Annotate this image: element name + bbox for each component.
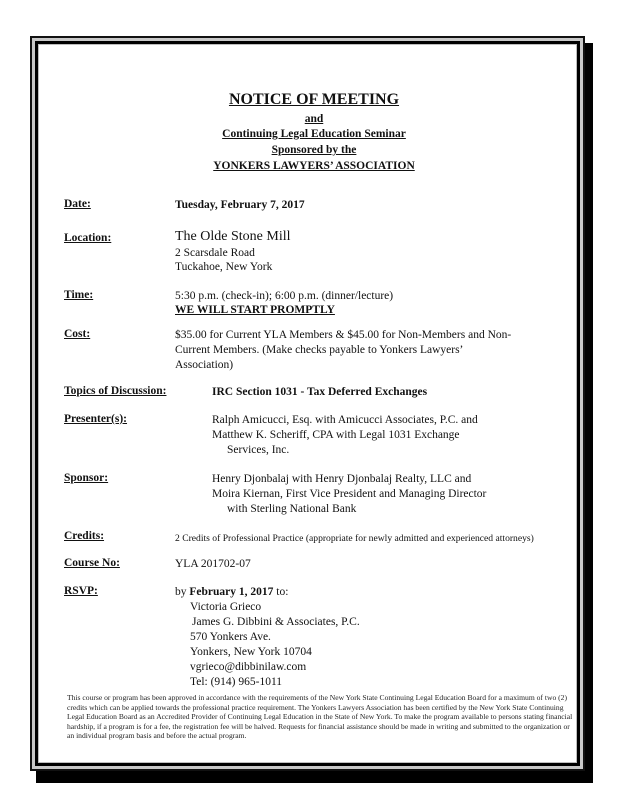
presenters-line-1: Ralph Amicucci, Esq. with Amicucci Associates, P.C. and bbox=[212, 414, 478, 426]
cost-line-3: Association) bbox=[175, 359, 234, 371]
location-label: Location: bbox=[64, 232, 112, 244]
title-text: NOTICE OF MEETING bbox=[228, 91, 400, 108]
time-value: 5:30 p.m. (check-in); 6:00 p.m. (dinner/lecture) bbox=[175, 290, 394, 302]
cost-label: Cost: bbox=[64, 328, 91, 340]
rsvp-city: Yonkers, New York 10704 bbox=[190, 646, 312, 658]
date-label: Date: bbox=[64, 198, 91, 210]
location-street: 2 Scarsdale Road bbox=[175, 247, 255, 259]
seminar-text: Continuing Legal Education Seminar bbox=[222, 128, 406, 140]
sponsored-by-text: Sponsored by the bbox=[271, 144, 357, 156]
rsvp-firm: James G. Dibbini & Associates, P.C. bbox=[192, 616, 360, 628]
header-seminar bbox=[64, 128, 564, 140]
rsvp-label: RSVP: bbox=[64, 585, 98, 597]
page-frame bbox=[30, 36, 585, 771]
time-label: Time: bbox=[64, 289, 94, 301]
rsvp-street: 570 Yonkers Ave. bbox=[190, 631, 271, 643]
rsvp-deadline-line bbox=[175, 585, 288, 600]
header-sponsored-by bbox=[64, 144, 564, 156]
topics-value: IRC Section 1031 - Tax Deferred Exchanges bbox=[212, 386, 428, 398]
sponsor-line-1: Henry Djonbalaj with Henry Djonbalaj Realty, LLC and bbox=[212, 473, 472, 485]
frame-border bbox=[35, 41, 580, 766]
sponsor-label: Sponsor: bbox=[64, 472, 109, 484]
location-venue: The Olde Stone Mill bbox=[175, 229, 291, 244]
presenters-line-3: Services, Inc. bbox=[227, 444, 290, 456]
sponsor-line-2: Moira Kiernan, First Vice President and Managing Director bbox=[212, 488, 487, 500]
presenters-label: Presenter(s): bbox=[64, 413, 128, 425]
header-association bbox=[64, 160, 564, 172]
notice-title bbox=[64, 91, 564, 109]
credits-value: 2 Credits of Professional Practice (appropriate for newly admitted and experienced attorneys) bbox=[175, 533, 534, 544]
association-text: YONKERS LAWYERS’ ASSOCIATION bbox=[213, 160, 415, 172]
location-city: Tuckahoe, New York bbox=[175, 261, 273, 273]
cost-line-1: $35.00 for Current YLA Members & $45.00 for Non-Members and Non- bbox=[175, 329, 512, 341]
date-value: Tuesday, February 7, 2017 bbox=[175, 199, 305, 211]
frame-body bbox=[39, 45, 576, 762]
rsvp-email[interactable]: vgrieco@dibbinilaw.com bbox=[190, 661, 307, 673]
disclaimer-text: This course or program has been approved in accordance with the requirements of the New York State Continuing Legal Education Board for a maximum of two (2) credits which can be applied towards the professional practice requirement. The Yonkers Lawyers Association has been certified by the New York State Continuing Legal Education Board as an Accredited Provider of Continuing Legal Education in the State of New York. To make the program available to persons stating financial hardship, if a program is for a fee, the registration fee will be halved. Requests for financial assistance should be made in writing and submitted to the organization or an individual program basis and before the actual program. bbox=[67, 693, 573, 741]
rsvp-to: to: bbox=[276, 586, 289, 598]
presenters-line-2: Matthew K. Scheriff, CPA with Legal 1031 Exchange bbox=[212, 429, 460, 441]
time-note: WE WILL START PROMPTLY bbox=[175, 304, 335, 316]
topics-label: Topics of Discussion: bbox=[64, 385, 167, 397]
rsvp-phone: Tel: (914) 965-1011 bbox=[190, 676, 283, 688]
credits-label: Credits: bbox=[64, 530, 105, 542]
cost-line-2: Current Members. (Make checks payable to Yonkers Lawyers’ bbox=[175, 344, 464, 356]
sponsor-line-3: with Sterling National Bank bbox=[227, 503, 357, 515]
rsvp-by: by bbox=[175, 586, 187, 598]
and-text: and bbox=[304, 113, 324, 125]
course-label: Course No: bbox=[64, 557, 120, 569]
header-and bbox=[64, 113, 564, 125]
rsvp-name: Victoria Grieco bbox=[190, 601, 262, 613]
course-value: YLA 201702-07 bbox=[175, 558, 251, 570]
rsvp-deadline: February 1, 2017 bbox=[189, 586, 274, 598]
